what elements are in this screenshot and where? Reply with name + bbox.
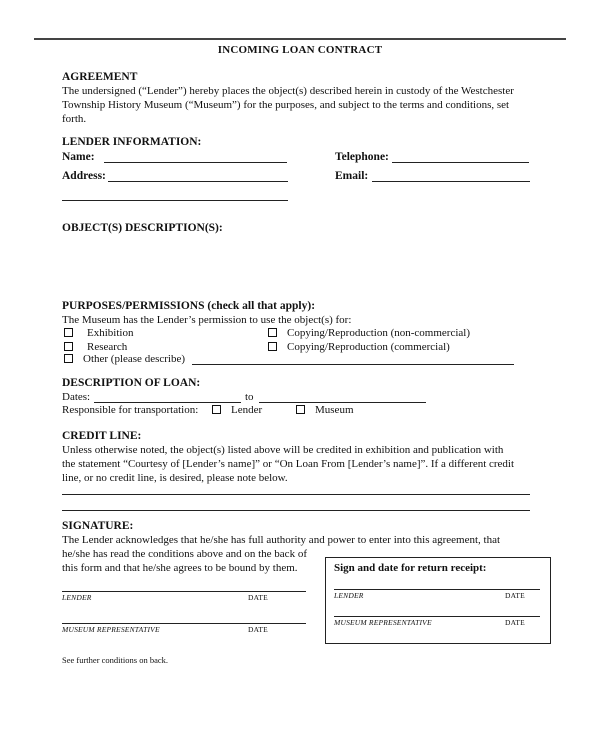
signature-line-3: this form and that he/she agrees to be bound by them.: [62, 562, 298, 574]
lender-label: LENDER: [62, 593, 92, 602]
option-exhibition[interactable]: [64, 327, 133, 339]
page-title: INCOMING LOAN CONTRACT: [217, 44, 383, 56]
telephone-label: Telephone:: [335, 151, 389, 163]
option-other[interactable]: [64, 353, 185, 365]
receipt-lender-label: LENDER: [334, 591, 364, 600]
transport-option-museum[interactable]: [296, 404, 354, 416]
checkbox-icon[interactable]: [64, 342, 73, 351]
receipt-museum-rep-date-label: DATE: [505, 618, 525, 627]
transport-option-lender[interactable]: [212, 404, 262, 416]
agreement-line-3: forth.: [62, 113, 87, 125]
option-copying-noncommercial[interactable]: [268, 327, 470, 339]
lender-info-heading: LENDER INFORMATION:: [62, 136, 202, 148]
dates-to-label: to: [245, 391, 254, 403]
checkbox-icon[interactable]: [64, 354, 73, 363]
option-research[interactable]: [64, 341, 127, 353]
telephone-field[interactable]: [392, 162, 529, 163]
dates-label: Dates:: [62, 391, 91, 403]
credit-line-2: the statement “Courtesy of [Lender’s name]” or “On Loan From [Lender’s name]”. If a different credit: [62, 458, 515, 470]
signature-line-2: he/she has read the conditions above and on the back of: [62, 548, 307, 560]
address-field-line-2[interactable]: [62, 200, 288, 201]
top-rule: [34, 38, 566, 40]
receipt-heading: Sign and date for return receipt:: [334, 562, 487, 574]
credit-field-line-2[interactable]: [62, 510, 530, 511]
option-label: Museum: [315, 404, 354, 416]
checkbox-icon[interactable]: [64, 328, 73, 337]
start-date-field[interactable]: [94, 402, 241, 403]
signature-line-1: The Lender acknowledges that he/she has full authority and power to enter into this agreement, that: [62, 534, 501, 546]
signature-heading: SIGNATURE:: [62, 520, 134, 532]
loan-heading: DESCRIPTION OF LOAN:: [62, 377, 201, 389]
transport-label: Responsible for transportation:: [62, 404, 199, 416]
address-label: Address:: [62, 170, 106, 182]
purposes-intro: The Museum has the Lender’s permission to use the object(s) for:: [62, 314, 352, 326]
receipt-lender-field[interactable]: [334, 589, 540, 590]
option-label: Exhibition: [87, 327, 134, 339]
lender-date-label: DATE: [248, 593, 268, 602]
agreement-line-2: Township History Museum (“Museum”) for the purposes, and subject to the terms and conditions, set: [62, 99, 510, 111]
option-label: Lender: [231, 404, 263, 416]
option-label: Other (please describe): [83, 353, 186, 365]
end-date-field[interactable]: [259, 402, 426, 403]
option-label: Research: [87, 341, 128, 353]
purposes-heading: PURPOSES/PERMISSIONS (check all that apply):: [62, 300, 316, 312]
checkbox-icon[interactable]: [212, 405, 221, 414]
checkbox-icon[interactable]: [268, 328, 277, 337]
address-field[interactable]: [108, 181, 288, 182]
option-label: Copying/Reproduction (non-commercial): [287, 327, 470, 339]
option-label: Copying/Reproduction (commercial): [287, 341, 450, 353]
email-label: Email:: [335, 170, 369, 182]
checkbox-icon[interactable]: [296, 405, 305, 414]
receipt-museum-rep-label: MUSEUM REPRESENTATIVE: [334, 618, 432, 627]
objects-heading: OBJECT(S) DESCRIPTION(S):: [62, 222, 223, 234]
checkbox-icon[interactable]: [268, 342, 277, 351]
museum-rep-signature-field[interactable]: [62, 623, 306, 624]
museum-rep-label: MUSEUM REPRESENTATIVE: [62, 625, 160, 634]
receipt-lender-date-label: DATE: [505, 591, 525, 600]
other-description-field[interactable]: [192, 364, 514, 365]
option-copying-commercial[interactable]: [268, 341, 450, 353]
museum-rep-date-label: DATE: [248, 625, 268, 634]
name-label: Name:: [62, 151, 95, 163]
name-field[interactable]: [104, 162, 287, 163]
credit-line-1: Unless otherwise noted, the object(s) listed above will be credited in exhibition and publication with: [62, 444, 504, 456]
footer-note: See further conditions on back.: [62, 655, 168, 665]
receipt-museum-rep-field[interactable]: [334, 616, 540, 617]
lender-signature-field[interactable]: [62, 591, 306, 592]
credit-line-3: line, or no credit line, is desired, please note below.: [62, 472, 288, 484]
credit-field-line-1[interactable]: [62, 494, 530, 495]
agreement-line-1: The undersigned (“Lender”) hereby places the object(s) described herein in custody of the Westchester: [62, 85, 514, 97]
email-field[interactable]: [372, 181, 530, 182]
credit-heading: CREDIT LINE:: [62, 430, 142, 442]
agreement-heading: AGREEMENT: [62, 71, 138, 83]
